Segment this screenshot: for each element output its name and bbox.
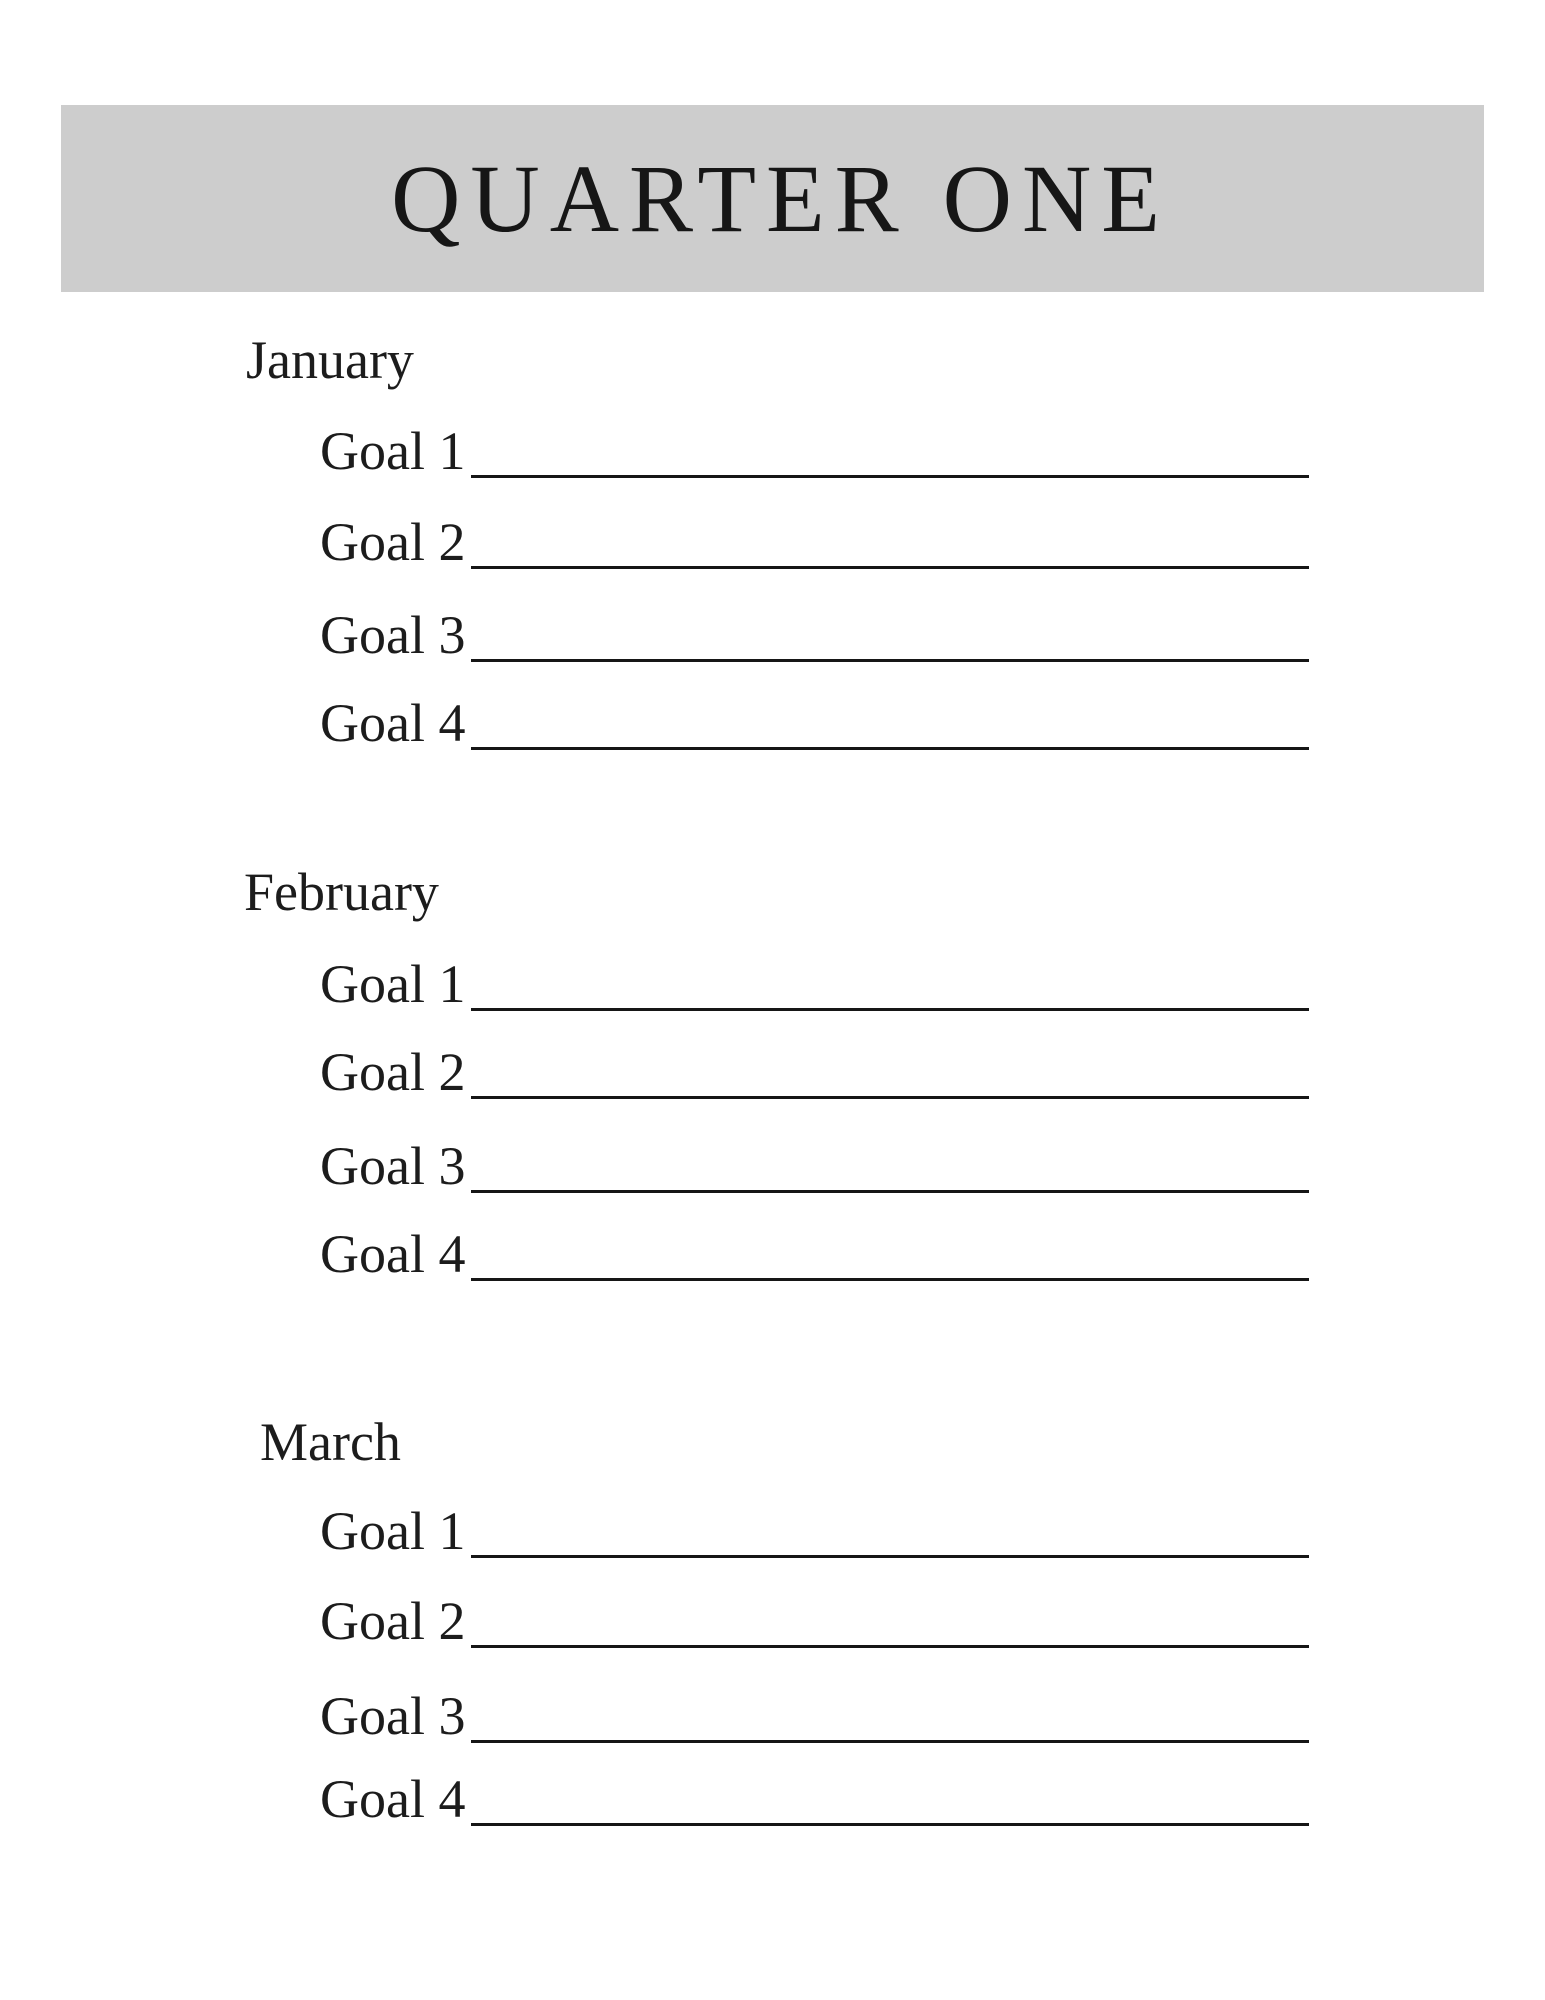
page-title: QUARTER ONE (391, 144, 1170, 252)
month-heading-february: February (244, 862, 439, 922)
goal-label: Goal 3 (320, 1686, 466, 1746)
goal-label: Goal 1 (320, 421, 466, 481)
goal-row-february-3 (320, 1133, 1309, 1196)
goal-row-march-4 (320, 1766, 1309, 1829)
goal-row-february-2 (320, 1039, 1309, 1102)
goal-row-january-2 (320, 509, 1309, 572)
goal-label: Goal 3 (320, 605, 466, 665)
goal-blank-line (471, 1740, 1309, 1743)
goal-label: Goal 2 (320, 1591, 466, 1651)
goal-row-january-3 (320, 602, 1309, 665)
goal-blank-line (471, 1278, 1309, 1281)
goal-blank-line (471, 566, 1309, 569)
goal-blank-line (471, 1645, 1309, 1648)
goal-label: Goal 4 (320, 1769, 466, 1829)
goal-row-february-4 (320, 1221, 1309, 1284)
month-heading-march: March (260, 1412, 401, 1472)
goal-row-march-2 (320, 1588, 1309, 1651)
goal-row-march-3 (320, 1683, 1309, 1746)
goal-label: Goal 1 (320, 954, 466, 1014)
goal-row-march-1 (320, 1498, 1309, 1561)
goal-blank-line (471, 475, 1309, 478)
goal-blank-line (471, 747, 1309, 750)
goal-blank-line (471, 1190, 1309, 1193)
goal-label: Goal 3 (320, 1136, 466, 1196)
goal-label: Goal 4 (320, 693, 466, 753)
goal-label: Goal 4 (320, 1224, 466, 1284)
goal-label: Goal 1 (320, 1501, 466, 1561)
goal-label: Goal 2 (320, 512, 466, 572)
goal-row-february-1 (320, 951, 1309, 1014)
goal-blank-line (471, 659, 1309, 662)
goal-label: Goal 2 (320, 1042, 466, 1102)
month-heading-january: January (246, 330, 414, 390)
goal-blank-line (471, 1008, 1309, 1011)
goal-blank-line (471, 1555, 1309, 1558)
goal-blank-line (471, 1823, 1309, 1826)
goal-row-january-4 (320, 690, 1309, 753)
goal-row-january-1 (320, 418, 1309, 481)
title-banner (61, 105, 1484, 292)
goal-blank-line (471, 1096, 1309, 1099)
